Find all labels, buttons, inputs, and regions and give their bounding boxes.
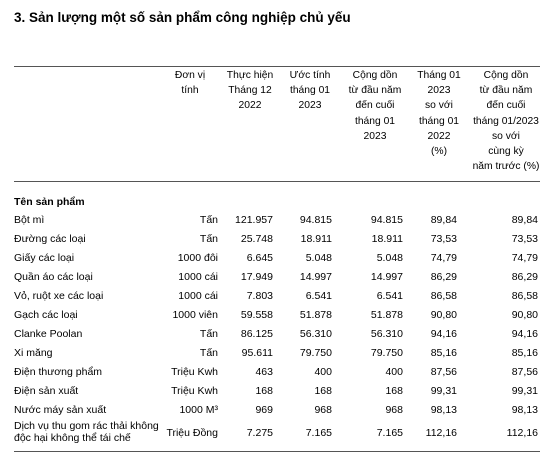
cell-dec2022: 6.645	[246, 252, 273, 264]
cell-cum-vs-prev: 86,29	[511, 271, 538, 283]
section-label: Tên sản phẩm	[14, 196, 85, 208]
cell-dec2022: 17.949	[240, 271, 273, 283]
row-name: Điện thương phẩm	[14, 366, 103, 378]
cell-unit: 1000 cái	[178, 271, 218, 283]
cell-cumulative: 7.165	[376, 427, 403, 439]
row-name: Điện sản xuất	[14, 385, 79, 397]
table-row	[0, 230, 556, 248]
cell-unit: 1000 viên	[172, 309, 218, 321]
cell-cum-vs-prev: 86,58	[511, 290, 538, 302]
cell-cum-vs-prev: 90,80	[511, 309, 538, 321]
header-jan-vs-dec: Tháng 01 2023 so với tháng 01 2022 (%)	[417, 70, 461, 158]
cell-cumulative: 79.750	[370, 347, 403, 359]
cell-jan2023: 968	[314, 404, 332, 416]
cell-jan-vs-dec: 74,79	[430, 252, 457, 264]
table-row	[0, 211, 556, 229]
cell-cumulative: 56.310	[370, 328, 403, 340]
cell-cumulative: 94.815	[370, 214, 403, 226]
cell-jan-vs-dec: 73,53	[430, 233, 457, 245]
cell-unit: Tấn	[199, 328, 218, 340]
cell-jan-vs-dec: 98,13	[430, 404, 457, 416]
cell-jan2023: 5.048	[305, 252, 332, 264]
cell-dec2022: 59.558	[240, 309, 273, 321]
table-row	[0, 363, 556, 381]
cell-jan2023: 51.878	[299, 309, 332, 321]
row-name: Gạch các loại	[14, 309, 78, 321]
cell-dec2022: 969	[255, 404, 273, 416]
cell-cumulative: 168	[385, 385, 403, 397]
table-bottom-rule	[14, 451, 540, 452]
header-jan2023: Ước tính tháng 01 2023	[289, 70, 331, 112]
cell-dec2022: 463	[255, 366, 273, 378]
cell-dec2022: 7.803	[246, 290, 273, 302]
table-row	[0, 268, 556, 286]
table-row	[0, 420, 556, 444]
row-name: Vỏ, ruột xe các loại	[14, 290, 104, 302]
cell-unit: Triệu Kwh	[171, 366, 218, 378]
cell-cumulative: 14.997	[370, 271, 403, 283]
cell-cum-vs-prev: 89,84	[511, 214, 538, 226]
table-row	[0, 344, 556, 362]
header-cumulative: Cộng dồn từ đầu năm đến cuối tháng 01 2023	[348, 70, 402, 142]
cell-cumulative: 6.541	[376, 290, 403, 302]
cell-unit: Tấn	[199, 347, 218, 359]
cell-unit: Tấn	[199, 214, 218, 226]
cell-cumulative: 51.878	[370, 309, 403, 321]
row-name: Đường các loại	[14, 233, 86, 245]
cell-cum-vs-prev: 87,56	[511, 366, 538, 378]
cell-jan2023: 79.750	[299, 347, 332, 359]
cell-jan2023: 94.815	[299, 214, 332, 226]
cell-unit: Triệu Đồng	[166, 427, 218, 439]
cell-cum-vs-prev: 73,53	[511, 233, 538, 245]
cell-cum-vs-prev: 98,13	[511, 404, 538, 416]
header-unit: Đơn vị tính	[174, 70, 206, 97]
cell-jan2023: 56.310	[299, 328, 332, 340]
cell-cumulative: 5.048	[376, 252, 403, 264]
cell-dec2022: 95.611	[241, 347, 273, 359]
row-name: Giấy các loại	[14, 252, 75, 264]
table-top-rule	[14, 66, 540, 67]
header-dec2022: Thực hiện Tháng 12 2022	[226, 70, 274, 112]
cell-unit: 1000 cái	[178, 290, 218, 302]
cell-cum-vs-prev: 85,16	[511, 347, 538, 359]
cell-dec2022: 7.275	[246, 427, 273, 439]
table-row	[0, 401, 556, 419]
table-row	[0, 382, 556, 400]
cell-cum-vs-prev: 112,16	[506, 427, 538, 439]
cell-jan-vs-dec: 87,56	[430, 366, 457, 378]
cell-cum-vs-prev: 74,79	[511, 252, 538, 264]
cell-cumulative: 968	[385, 404, 403, 416]
header-cum-vs-prev: Cộng dồn từ đầu năm đến cuối tháng 01/2023 so với cùng kỳ năm trước (%)	[472, 70, 540, 173]
table-row	[0, 325, 556, 343]
row-name: Xi măng	[14, 347, 53, 359]
cell-cum-vs-prev: 94,16	[511, 328, 538, 340]
table-row	[0, 249, 556, 267]
row-name: Bột mì	[14, 214, 45, 226]
cell-dec2022: 168	[255, 385, 273, 397]
cell-jan-vs-dec: 90,80	[430, 309, 457, 321]
cell-jan2023: 7.165	[305, 427, 332, 439]
cell-unit: Tấn	[199, 233, 218, 245]
cell-jan2023: 400	[314, 366, 332, 378]
cell-cumulative: 18.911	[371, 233, 403, 245]
row-name: Nước máy sản xuất	[14, 404, 107, 416]
cell-dec2022: 121.957	[235, 214, 273, 226]
cell-jan-vs-dec: 94,16	[430, 328, 457, 340]
cell-jan-vs-dec: 89,84	[430, 214, 457, 226]
cell-jan-vs-dec: 99,31	[430, 385, 457, 397]
cell-jan2023: 14.997	[299, 271, 332, 283]
cell-unit: Triệu Kwh	[171, 385, 218, 397]
cell-jan-vs-dec: 86,58	[430, 290, 457, 302]
cell-jan-vs-dec: 85,16	[430, 347, 457, 359]
cell-cum-vs-prev: 99,31	[511, 385, 538, 397]
cell-dec2022: 86.125	[240, 328, 273, 340]
cell-jan-vs-dec: 112,16	[425, 427, 457, 439]
table-row	[0, 287, 556, 305]
cell-jan2023: 6.541	[305, 290, 332, 302]
cell-cumulative: 400	[385, 366, 403, 378]
table-row	[0, 306, 556, 324]
page-title: 3. Sản lượng một số sản phẩm công nghiệp chủ yếu	[14, 10, 351, 25]
cell-jan2023: 168	[314, 385, 332, 397]
row-name: Dịch vụ thu gom rác thải không độc hại không thể tái chế	[14, 420, 159, 444]
cell-unit: 1000 M³	[179, 404, 218, 416]
cell-jan2023: 18.911	[300, 233, 332, 245]
cell-dec2022: 25.748	[240, 233, 273, 245]
cell-jan-vs-dec: 86,29	[430, 271, 457, 283]
row-name: Quần áo các loại	[14, 271, 93, 283]
row-name: Clanke Poolan	[14, 328, 83, 340]
header-bottom-rule	[14, 181, 540, 182]
cell-unit: 1000 đôi	[177, 252, 218, 264]
